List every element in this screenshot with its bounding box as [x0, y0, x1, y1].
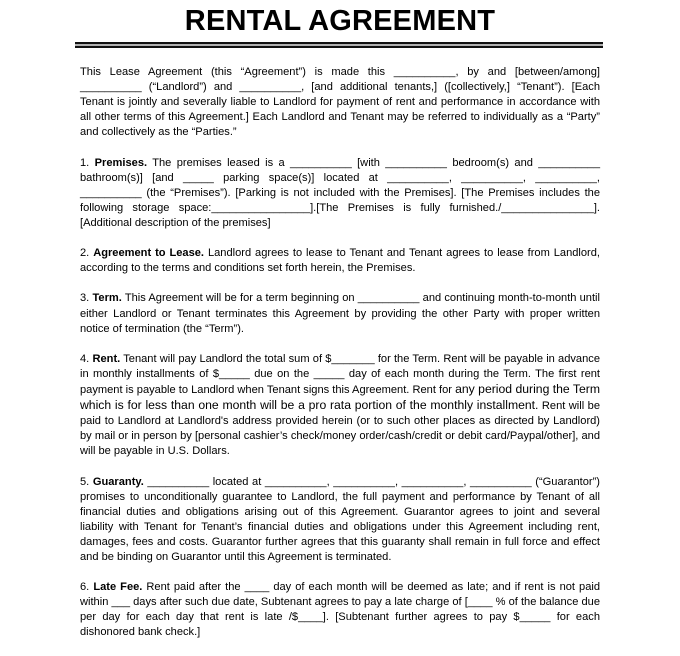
section-heading: Guaranty. — [92, 475, 144, 488]
section-rent — [80, 352, 600, 460]
section-body-large: any period during the Term which is for less than one month will be a pro rata portion of the monthly installment. — [80, 381, 600, 413]
section-heading: Rent. — [92, 352, 121, 365]
section-heading: Term. — [92, 292, 122, 305]
intro-paragraph: This Lease Agreement (this “Agreement”) is made this __________, by and [between/among] __________ (“Landlord”) and __________, [and additional tenants,] ([collectively,] “Tenant”). [Each Tenant is jointly and severally liable to Landlord for payment of rent and performance in accordance with all other terms of this Agreement.] Each Landlord and Tenant may be referred to individually as a “Party” and collectively as the “Parties.” — [80, 66, 600, 139]
section-number: 5. — [80, 475, 90, 488]
section-body: Tenant will pay Landlord the total sum of $_______ for the Term. Rent will be payable in advance in monthly installments of $_____ due on the _____ day of each month during the Term. The first rent payment is payable to Landlord when Tenant signs this Agreement. Rent for — [80, 352, 600, 396]
section-body: Landlord agrees to lease to Tenant and Tenant agrees to lease from Landlord, according to the terms and conditions set forth herein, the Premises. — [80, 247, 601, 275]
section-heading: Late Fee. — [93, 581, 143, 594]
section-body: Rent paid after the ____ day of each month will be deemed as late; and if rent is not paid within ___ days after such due date, Subtenant agrees to pay a late charge of [____ % of the balance due per day for each day that rent is late /$____]. [Subtenant further agrees to pay $_____ for each dishonored bank check.] — [80, 581, 601, 639]
section-late-fee — [80, 580, 600, 640]
section-number: 3. — [80, 292, 90, 305]
agreement-body — [80, 65, 600, 656]
section-guaranty — [80, 475, 600, 566]
section-heading: Agreement to Lease. — [93, 247, 205, 260]
section-heading: Premises. — [94, 156, 148, 169]
section-term — [80, 291, 600, 336]
document-title: RENTAL AGREEMENT — [184, 5, 496, 37]
section-body: __________ located at __________, __________, __________, __________ (“Guarantor”) promises to unconditionally guarantee to Landlord, the full payment and performance by Tenant of all financial duties and obligations arising out of this Agreement. Guarantor agrees to joint and several liability with Tenant for Tenant’s financial duties and obligations under this Agreement including rent, damages, fees and costs. Guarantor further agrees that this guaranty shall remain in full force and effect and be binding on Guarantor until this Agreement is terminated. — [80, 475, 600, 563]
section-number: 4. — [80, 352, 90, 365]
section-body: This Agreement will be for a term beginning on __________ and continuing month-to-month until either Landlord or Tenant terminates this Agreement by providing the other Party with proper written notice of termination (the “Term”). — [80, 292, 600, 335]
section-number: 2. — [80, 247, 90, 260]
section-body: The premises leased is a __________ [with __________ bedroom(s) and __________ bathroom(s)] [and _____ parking space(s)] located at __________, __________, __________, __________ (the “Premises”). [Parking is not included with the Premises]. [The Premises includes the following storage space:________________].[The Premises is fully furnished./_______________]. [Additional description of the premises] — [80, 156, 600, 229]
section-number: 1. — [80, 156, 90, 169]
title-divider-lower — [75, 46, 603, 48]
section-agreement-to-lease — [80, 246, 600, 276]
section-premises — [80, 156, 600, 231]
section-body: Rent will be paid to Landlord at Landlord's address provided herein (or to such other places as directed by Landlord) by mail or in person by [personal cashier’s check/money order/cash/credit or debit card/Paypal/other], and will be payable in U.S. Dollars. — [80, 400, 600, 458]
section-number: 6. — [80, 581, 90, 594]
